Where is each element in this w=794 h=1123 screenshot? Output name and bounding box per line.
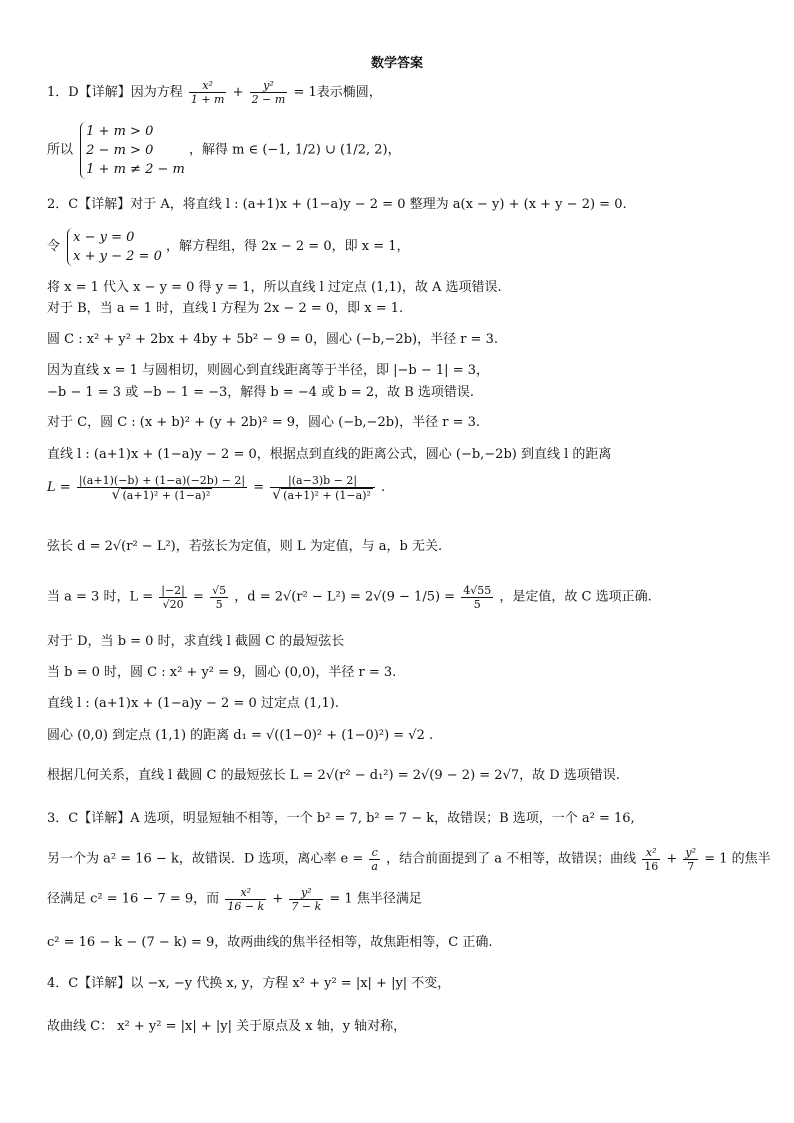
q2-L-frac: $\frac{|-2|}{√20}$: [161, 584, 185, 611]
q2-line-16: 圆心 (0,0) 到定点 (1,1) 的距离 d₁ = √((1−0)² + (1−0)²) = √2 .: [47, 728, 434, 743]
q2-line-2: 令 x − y = 0 x + y − 2 = 0 ，解方程组，得 2x − 2 = 0，即 x = 1，: [47, 230, 410, 264]
q2-line-13: 对于 D，当 b = 0 时，求直线 l 截圆 C 的最短弦长: [47, 634, 345, 649]
q2-line-15: 直线 l : (a+1)x + (1−a)y − 2 = 0 过定点 (1,1).: [47, 696, 339, 711]
q2-line-1: 2．C【详解】对于 A，将直线 l : (a+1)x + (1−a)y − 2 = 0 整理为 a(x − y) + (x + y − 2) = 0.: [47, 197, 627, 212]
q2-distance-frac-2: $\frac{|(a-3)b - 2|}{\text{√ (a+1)² + (1−a)²}}$: [270, 474, 375, 502]
q1-eq-tail: = 1表示椭圆，: [293, 85, 382, 100]
q1-so: 所以: [47, 142, 74, 158]
q2-line-12: 当 a = 3 时，L = $\frac{|-2|}{√20}$ = $\frac{√5}{5}$ ，d = 2√(r² − L²) = 2√(9 − 1/5) = $\frac{4√55}{5}$ ，是定值，故 C 选项正确.: [47, 584, 652, 611]
q2-line-9: 直线 l : (a+1)x + (1−a)y − 2 = 0，根据点到直线的距离公式，圆心 (−b,−2b) 到直线 l 的距离: [47, 447, 612, 462]
q3-eccentricity-frac: $\frac{c}{a}$: [371, 846, 378, 873]
q2-system: x − y = 0 x + y − 2 = 0: [67, 228, 162, 266]
q2-distance-frac-1: $\frac{|(a+1)(-b) + (1-a)(-2b) - 2|}{\text{√ (a+1)² + (1−a)²}}$: [78, 474, 246, 503]
q1-frac-y: $\frac{\text{y²}}{2 - m}$: [251, 79, 286, 106]
q2-line-5: 圆 C : x² + y² + 2bx + 4by + 5b² − 9 = 0，圆心 (−b,−2b)，半径 r = 3.: [47, 332, 498, 347]
q1-line-1: 1．D【详解】因为方程 $\frac{\text{x²}}{1 + m}$ + $\frac{\text{y²}}{2 - m}$ = 1表示椭圆，: [47, 79, 382, 106]
q2-L-value-frac: $\frac{√5}{5}$: [212, 584, 227, 611]
q4-line-2: 故曲线 C： x² + y² = |x| + |y| 关于原点及 x 轴，y 轴对称，: [47, 1019, 407, 1034]
q2-line-4: 对于 B，当 a = 1 时，直线 l 方程为 2x − 2 = 0，即 x = 1.: [47, 301, 404, 316]
q3-line-3: 径满足 c² = 16 − 7 = 9，而 $\frac{\text{x²}}{16 - k}$ + $\frac{\text{y²}}{7 - k}$ = 1 焦半径满足: [47, 886, 422, 913]
q3-line-4: c² = 16 − k − (7 − k) = 9，故两曲线的焦半径相等，故焦距相等，C 正确.: [47, 935, 493, 950]
page-title: 数学答案: [370, 56, 423, 71]
q1-line-2: [47, 122, 764, 179]
q2-line-3: 将 x = 1 代入 x − y = 0 得 y = 1，所以直线 l 过定点 (1,1)，故 A 选项错误.: [47, 280, 502, 295]
q1-head: 1．D【详解】因为方程: [47, 85, 183, 100]
q1-frac-x: $\frac{\text{x²}}{1 + m}$: [190, 79, 225, 106]
q1-solve: ，解得 m ∈ (−1, 1/2) ∪ (1/2, 2)，: [188, 142, 401, 158]
q3-line-2: 另一个为 a² = 16 − k，故错误．D 选项，离心率 e = $\frac{c}{a}$ ，结合前面提到了 a 不相等，故错误；曲线 $\frac{\text{x²}}{16}$ + $\frac{\text{y²}}{7}$ = 1 的焦半: [47, 846, 771, 873]
q3-curve-frac-y: $\frac{\text{y²}}{7}$: [685, 846, 697, 873]
q2-line-17: 根据几何关系，直线 l 截圆 C 的最短弦长 L = 2√(r² − d₁²) = 2√(9 − 2) = 2√7，故 D 选项错误.: [47, 768, 620, 783]
q2-line-6: 因为直线 x = 1 与圆相切，则圆心到直线距离等于半径，即 |−b − 1| = 3，: [47, 363, 489, 378]
q4-line-1: 4．C【详解】以 −x, −y 代换 x, y，方程 x² + y² = |x| + |y| 不变，: [47, 976, 451, 991]
q3-curve2-frac-x: $\frac{\text{x²}}{16 - k}$: [227, 886, 265, 913]
q2-line-10: L = $\frac{|(a+1)(-b) + (1-a)(-2b) - 2|}{\text{√ (a+1)² + (1−a)²}}$ = $\frac{|(a-3)b - 2|}{\text{√ (a+1)² + (1−a)²}}$ .: [47, 474, 386, 503]
q3-line-1: 3．C【详解】A 选项，明显短轴不相等，一个 b² = 7, b² = 7 − k，故错误；B 选项，一个 a² = 16,: [47, 811, 635, 826]
q3-curve-frac-x: $\frac{\text{x²}}{16}$: [644, 846, 659, 873]
q2-line-8: 对于 C，圆 C : (x + b)² + (y + 2b)² = 9，圆心 (−b,−2b)，半径 r = 3.: [47, 415, 481, 430]
q3-curve2-frac-y: $\frac{\text{y²}}{7 - k}$: [291, 886, 322, 913]
q2-line-11: 弦长 d = 2√(r² − L²)，若弦长为定值，则 L 为定值，与 a，b 无关.: [47, 539, 443, 554]
q1-system: 1 + m > 0 2 − m > 0 1 + m ≠ 2 − m: [80, 122, 185, 179]
q2-d-value-frac: $\frac{4√55}{5}$: [463, 584, 492, 611]
q2-line-14: 当 b = 0 时，圆 C : x² + y² = 9，圆心 (0,0)，半径 r = 3.: [47, 665, 397, 680]
q2-line-7: −b − 1 = 3 或 −b − 1 = −3，解得 b = −4 或 b = 2，故 B 选项错误.: [47, 385, 475, 400]
